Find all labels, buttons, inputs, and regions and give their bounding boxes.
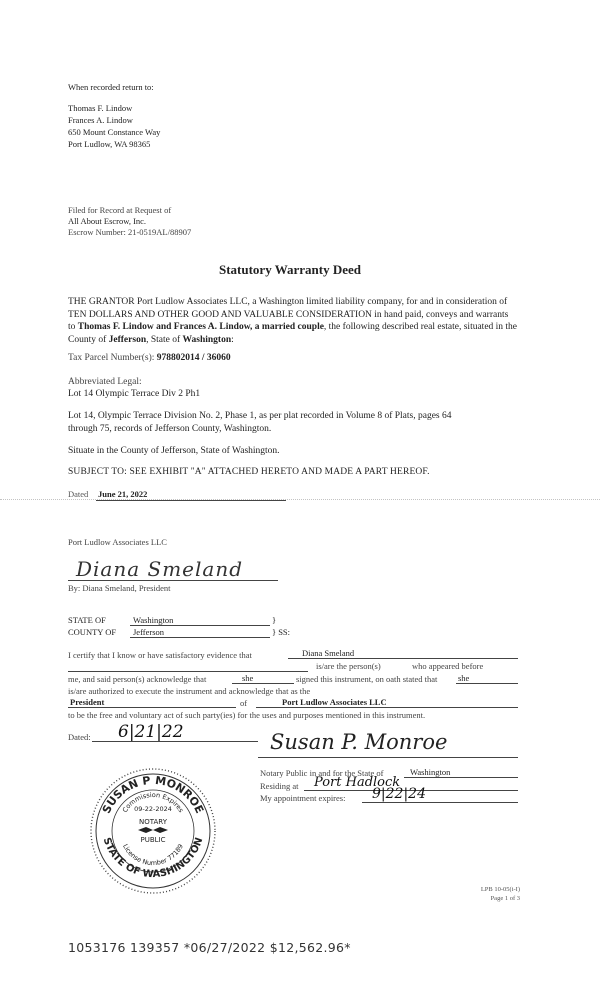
role-underline	[68, 707, 236, 708]
abbreviated-legal-label: Abbreviated Legal:	[68, 377, 142, 387]
page-divider	[0, 499, 600, 500]
seal-public: PUBLIC	[140, 836, 166, 844]
legal-description: Lot 14, Olympic Terrace Division No. 2, Phase 1, as per plat recorded in Volume 8 of Plats, pages 64 through 75, records of Jefferson County, Washington.	[68, 411, 452, 434]
appointment-label: My appointment expires:	[260, 793, 346, 803]
seal-commission: Commission Expires	[120, 790, 186, 814]
residing-value: Port Hadlock	[314, 775, 401, 790]
dated-underline	[96, 500, 286, 501]
escrow-number: Escrow Number: 21-0519AL/88907	[68, 227, 192, 237]
return-to-line: Port Ludlow, WA 98365	[68, 139, 151, 149]
certify-text: I certify that I know or have satisfactory evidence that	[68, 650, 252, 660]
notary-public-label: Notary Public in and for the State of	[260, 768, 384, 778]
page-number: Page 1 of 3	[490, 895, 520, 902]
role-value: President	[70, 697, 105, 707]
seal-expires: 09-22-2024	[134, 805, 172, 813]
notary-signature-line	[258, 757, 518, 758]
return-to-line: Thomas F. Lindow	[68, 103, 133, 113]
appointment-value: 9|22|24	[372, 786, 426, 802]
pronoun-2-underline	[456, 683, 518, 684]
filed-line-2: All About Escrow, Inc.	[68, 216, 147, 226]
return-to-heading: When recorded return to:	[68, 82, 154, 92]
ss-label: } SS:	[272, 627, 291, 637]
is-are-text: is/are the person(s)	[316, 661, 381, 671]
state-value: Washington	[133, 615, 174, 625]
ack-dated-value: 6|21|22	[118, 722, 184, 742]
authorized-text: is/are authorized to execute the instrument and acknowledge that as the	[68, 686, 311, 696]
state-label: STATE OF	[68, 615, 106, 625]
signature-line	[68, 580, 278, 581]
state-underline	[130, 625, 270, 626]
return-to-line: 650 Mount Constance Way	[68, 127, 161, 137]
entity-value: Port Ludlow Associates LLC	[282, 697, 387, 707]
ack-dated-underline	[92, 741, 258, 742]
company-name: Port Ludlow Associates LLC	[68, 537, 167, 547]
pronoun-1: she	[242, 673, 254, 683]
form-code: LPB 10-05(i-I)	[480, 886, 520, 893]
person-underline	[288, 658, 518, 659]
person-underline-2	[68, 671, 308, 672]
entity-underline	[256, 707, 518, 708]
pronoun-2: she	[458, 673, 470, 683]
grantor-signature: Diana Smeland	[76, 557, 244, 581]
dated-label: Dated	[68, 489, 89, 499]
who-appeared-text: who appeared before	[412, 661, 484, 671]
tax-parcel: Tax Parcel Number(s): 978802014 / 36060	[68, 353, 231, 363]
county-value: Jefferson	[133, 627, 164, 637]
abbreviated-legal-value: Lot 14 Olympic Terrace Div 2 Ph1	[68, 389, 201, 399]
ack-dated-label: Dated:	[68, 732, 91, 742]
seal-state: STATE OF WASHINGTON	[100, 836, 206, 881]
me-text: me, and said person(s) acknowledge that	[68, 674, 207, 684]
of-label: of	[240, 698, 248, 708]
state-bracket: }	[272, 615, 277, 625]
person-name: Diana Smeland	[302, 648, 355, 658]
return-to-line: Frances A. Lindow	[68, 115, 133, 125]
document-title: Statutory Warranty Deed	[218, 262, 362, 277]
recording-stamp: 1053176 139357 *06/27/2022 $12,562.96*	[68, 940, 351, 955]
filed-line-1: Filed for Record at Request of	[68, 205, 172, 215]
seal-license: License Number 77189	[121, 842, 185, 868]
signature-by-line: By: Diana Smeland, President	[68, 583, 171, 593]
seal-notary: NOTARY	[139, 818, 167, 826]
notary-signature: Susan P. Monroe	[270, 730, 448, 754]
pronoun-1-underline	[232, 683, 294, 684]
voluntary-text: to be the free and voluntary act of such party(ies) for the uses and purposes mentioned in this instrument.	[68, 710, 426, 720]
county-underline	[130, 637, 270, 638]
notary-state-underline	[404, 777, 518, 778]
county-label: COUNTY OF	[68, 627, 117, 637]
notary-seal	[88, 766, 218, 896]
situate-line: Situate in the County of Jefferson, State of Washington.	[68, 446, 280, 456]
seal-name: SUSAN P MONROE	[99, 773, 207, 816]
appointment-underline	[362, 802, 518, 803]
grantor-paragraph: THE GRANTOR Port Ludlow Associates LLC, a Washington limited liability company, for and in consideration of TEN DOLLARS AND OTHER GOOD AND VALUABLE CONSIDERATION in hand paid, conveys and warrants to Thomas F. Lindow and Frances A. Lindow, a married couple, the following described real estate, situated in the County of Jefferson, State of Washington:	[68, 297, 518, 345]
residing-label: Residing at	[260, 781, 299, 791]
subject-to: SUBJECT TO: SEE EXHIBIT "A" ATTACHED HERETO AND MADE A PART HEREOF.	[68, 467, 430, 477]
dated-value: June 21, 2022	[98, 489, 148, 499]
signed-text: signed this instrument, on oath stated that	[296, 674, 438, 684]
seal-emblem-icon	[138, 827, 168, 833]
notary-public-state: Washington	[410, 767, 451, 777]
